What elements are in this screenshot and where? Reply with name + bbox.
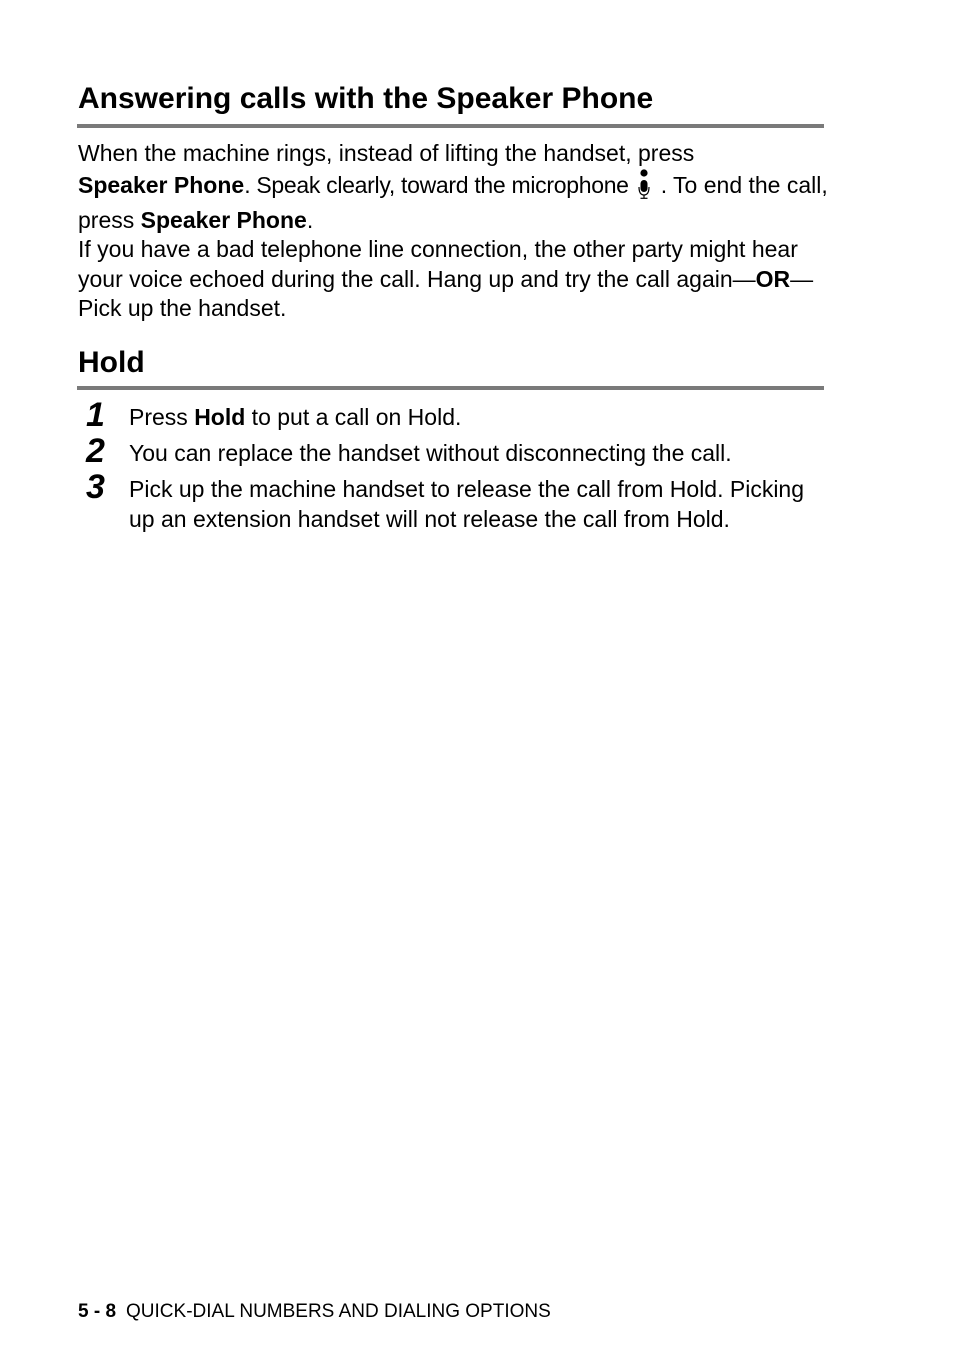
step-number: 2 [86, 432, 105, 470]
step-text: You can replace the handset without disconnecting the call. [129, 440, 732, 466]
section-title-speaker-phone: Answering calls with the Speaker Phone [78, 82, 654, 115]
page-number: 5 - 8 [78, 1301, 117, 1322]
step-number: 3 [86, 468, 105, 506]
text: . [306, 207, 314, 233]
key-name-speaker-phone: Speaker Phone [140, 207, 307, 233]
paragraph-bad-connection [78, 235, 828, 324]
section-divider [77, 124, 824, 128]
key-name-hold: Hold [194, 404, 246, 430]
text: If you have a bad telephone line connection, the other party might hear your voice echoed during the call. Hang up and try the call again— [78, 236, 798, 292]
text: Press [129, 404, 195, 430]
text: . Speak clearly, toward the microphone [244, 171, 629, 198]
section-divider [77, 386, 824, 390]
section-title-hold: Hold [78, 346, 145, 379]
key-name-speaker-phone: Speaker Phone [78, 171, 245, 198]
text: . To end the call, press [78, 171, 828, 233]
text: —Pick up the handset. [78, 265, 814, 321]
microphone-icon [637, 169, 651, 207]
page-footer [78, 1300, 551, 1324]
step-text [129, 403, 829, 433]
step-number: 1 [86, 396, 105, 434]
emphasis-or: OR [755, 265, 791, 292]
text: to put a call on Hold. [245, 404, 462, 430]
paragraph-speaker-phone-instructions [78, 139, 828, 236]
chapter-title: QUICK-DIAL NUMBERS AND DIALING OPTIONS [126, 1301, 551, 1322]
text: When the machine rings, instead of lifting the handset, press [78, 140, 695, 166]
step-text: Pick up the machine handset to release the call from Hold. Picking up an extension handset will not release the call from Hold. [129, 476, 805, 532]
